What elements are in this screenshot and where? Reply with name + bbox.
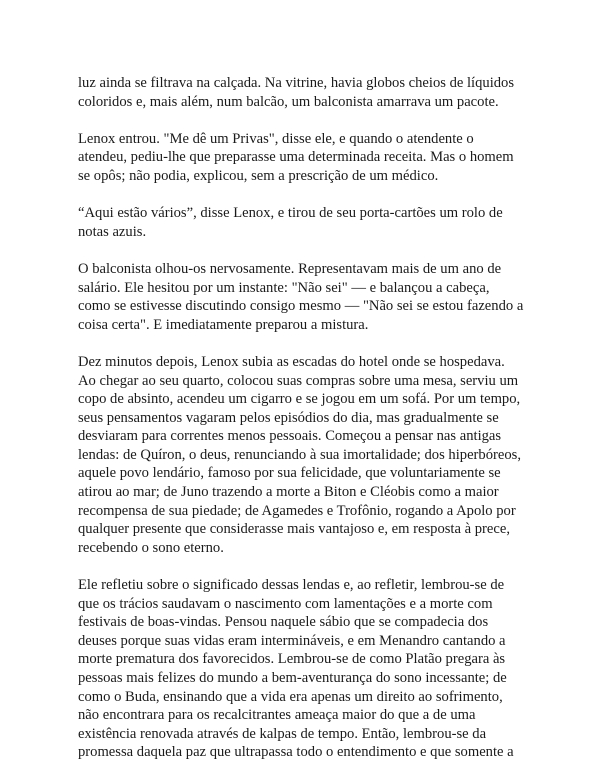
paragraph-6 [78, 576, 528, 762]
text-line: lendas: de Quíron, o deus, renunciando à sua imortalidade; dos hiperbóreos, [78, 446, 521, 463]
text-line: coloridos e, mais além, num balcão, um balconista amarrava um pacote. [78, 93, 499, 110]
text-line: seus pensamentos vagaram pelos episódios do dia, mas gradualmente se [78, 409, 499, 426]
text-line: promessa daquela paz que ultrapassa todo o entendimento e que somente a [78, 744, 514, 761]
text-line: Ele refletiu sobre o significado dessas lendas e, ao refletir, lembrou-se de [78, 577, 505, 594]
text-line: Ao chegar ao seu quarto, colocou suas compras sobre uma mesa, serviu um [78, 372, 519, 389]
text-line: O balconista olhou-os nervosamente. Representavam mais de um ano de [78, 260, 502, 277]
text-line: se opôs; não podia, explicou, sem a prescrição de um médico. [78, 167, 439, 184]
text-line: como o Buda, ensinando que a vida era apenas um direito ao sofrimento, [78, 688, 503, 705]
text-line: Dez minutos depois, Lenox subia as escadas do hotel onde se hospedava. [78, 353, 505, 370]
text-line: deuses porque suas vidas eram intermináveis, e em Menandro cantando a [78, 632, 506, 649]
text-line: notas azuis. [78, 223, 147, 240]
text-line: atendeu, pediu-lhe que preparasse uma determinada receita. Mas o homem [78, 149, 514, 166]
text-line: não encontrara para os recalcitrantes ameaça maior do que a de uma [78, 707, 476, 724]
text-line: festivais de boas-vindas. Pensou naquele sábio que se compadecia dos [78, 614, 489, 631]
paragraph-4 [78, 260, 528, 334]
paragraph-2 [78, 130, 528, 186]
text-line: qualquer presente que considerasse mais vantajoso e, em resposta à prece, [78, 521, 510, 538]
document-page [78, 74, 528, 781]
text-line: existência renovada através de kalpas de tempo. Então, lembrou-se da [78, 725, 487, 742]
paragraph-5 [78, 353, 528, 558]
text-line: “Aqui estão vários”, disse Lenox, e tirou de seu porta-cartões um rolo de [78, 205, 503, 222]
text-line: coisa certa". E imediatamente preparou a mistura. [78, 316, 369, 333]
text-line: pessoas mais felizes do mundo a bem-aventurança do sono incessante; de [78, 670, 507, 686]
text-line: como se estivesse discutindo consigo mesmo — "Não sei se estou fazendo a [78, 298, 524, 315]
text-line: desviaram para correntes menos pessoais. Começou a pensar nas antigas [78, 428, 502, 445]
text-line: que os trácios saudavam o nascimento com lamentações e a morte com [78, 595, 493, 612]
text-line: Lenox entrou. "Me dê um Privas", disse ele, e quando o atendente o [78, 130, 474, 147]
text-line: aquele povo lendário, famoso por sua felicidade, que voluntariamente se [78, 465, 501, 482]
text-line: recebendo o sono eterno. [78, 539, 224, 556]
text-line: morte prematura dos favorecidos. Lembrou-se de como Platão pregara às [78, 651, 506, 668]
text-line: recompensa de sua piedade; de Agamedes e Trofônio, rogando a Apolo por [78, 502, 516, 519]
text-line: atirou ao mar; de Juno trazendo a morte a Biton e Cléobis como a maior [78, 484, 499, 501]
paragraph-3 [78, 204, 528, 241]
text-line: copo de absinto, acendeu um cigarro e se jogou em um sofá. Por um tempo, [78, 391, 521, 408]
paragraph-1 [78, 74, 528, 111]
text-line: salário. Ele hesitou por um instante: "Não sei" — e balançou a cabeça, [78, 279, 490, 296]
text-line: luz ainda se filtrava na calçada. Na vitrine, havia globos cheios de líquidos [78, 75, 515, 91]
